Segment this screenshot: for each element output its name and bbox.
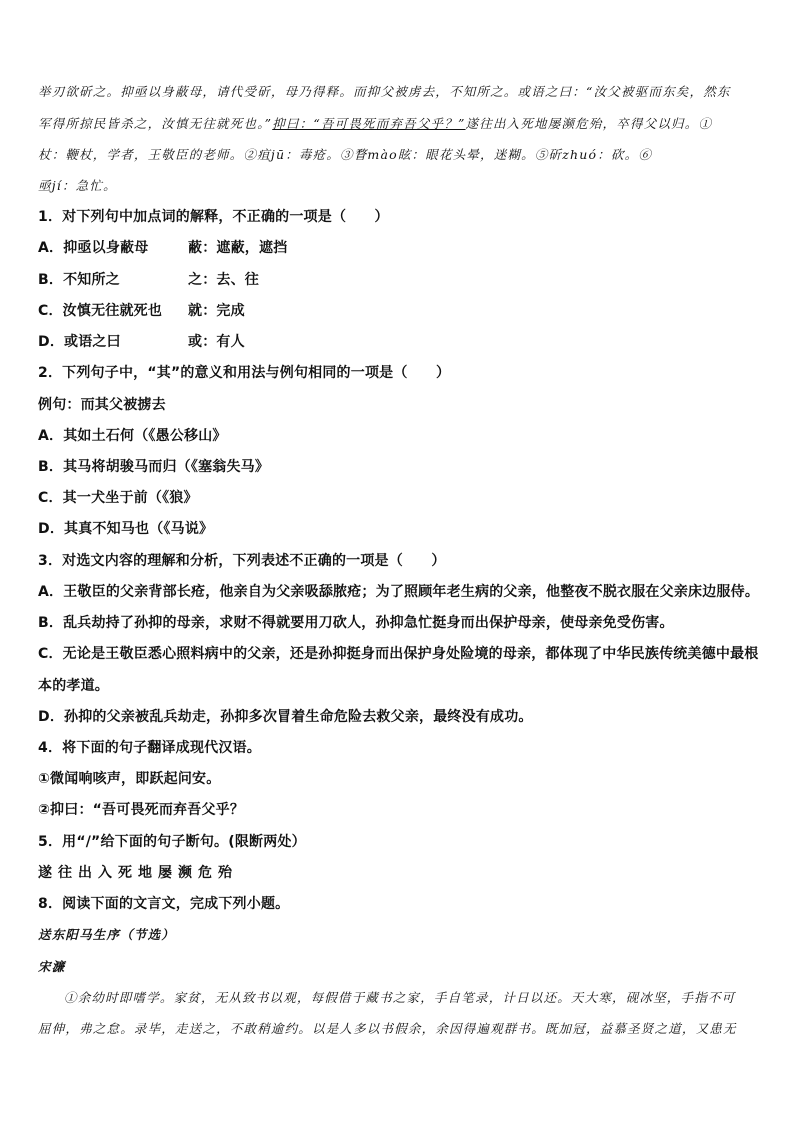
- q2-option-a: A．其如土石何（《愚公移山》: [38, 428, 227, 444]
- q1-option-c-meaning: 就：完成: [188, 303, 245, 319]
- q3-option-c-line1: C．无论是王敬臣悉心照料病中的父亲，还是孙抑挺身而出保护身处险境的母亲，都体现了中华民族传统美德中最根: [38, 646, 759, 662]
- question-5-stem: 5．用“/”给下面的句子断句。(限断两处）: [38, 834, 306, 850]
- passage-line-2-a: 军得所掠民皆杀之，汝慎无往就死也。”: [38, 116, 273, 131]
- question-1-stem: 1．对下列句中加点词的解释，不正确的一项是（ ）: [38, 209, 389, 225]
- passage-2-line-2: 屈伸，弗之怠。录毕，走送之，不敢稍逾约。以是人多以书假余，余因得遍观群书。既加冠，益慕圣贤之道，又患无: [38, 1021, 737, 1036]
- q2-option-d: D．其真不知马也（《马说》: [38, 521, 214, 537]
- q1-option-a-meaning: 蔽：遮蔽，遮挡: [188, 240, 288, 256]
- question-3-stem: 3．对选文内容的理解和分析，下列表述不正确的一项是（ ）: [38, 553, 446, 569]
- q3-option-d: D．孙抑的父亲被乱兵劫走，孙抑多次冒着生命危险去救父亲，最终没有成功。: [38, 709, 533, 725]
- passage-2-line-1: ①余幼时即嗜学。家贫，无从致书以观，每假借于藏书之家，手自笔录，计日以还。天大寒，砚冰坚，手指不可: [64, 990, 736, 1005]
- passage-title: 送东阳马生序（节选）: [38, 927, 176, 942]
- q3-option-a: A．王敬臣的父亲背部长疮，他亲自为父亲吸舔脓疮；为了照顾年老生病的父亲，他整夜不脱衣服在父亲床边服侍。: [38, 584, 760, 600]
- q3-option-b: B．乱兵劫持了孙抑的母亲，求财不得就要用刀砍人，孙抑急忙挺身而出保护母亲，使母亲免受伤害。: [38, 615, 674, 631]
- underlined-sentence: 抑曰：“吾可畏死而弃吾父乎？”: [272, 116, 466, 131]
- q4-sentence-2: ②抑曰：“吾可畏死而弃吾父乎？: [38, 802, 245, 818]
- question-2-stem: 2．下列句子中，“其”的意义和用法与例句相同的一项是（ ）: [38, 365, 451, 381]
- q1-option-c: [38, 302, 245, 320]
- annotation-line: 杖：鞭杖，学者，王敬臣的老师。②疽jū：毒疮。③瞀mào眩：眼花头晕，迷糊。⑤斫zhuó：砍。⑥: [38, 147, 653, 162]
- q5-sentence: 遂往出入死地屡濒危殆: [38, 865, 238, 881]
- q1-option-d-sentence: D．或语之曰: [38, 334, 121, 350]
- q1-option-b-meaning: 之：去、往: [188, 272, 259, 288]
- passage-line-2-c: 遂往出入死地屡濒危殆，卒得父以归。①: [465, 116, 713, 131]
- question-4-stem: 4．将下面的句子翻译成现代汉语。: [38, 740, 261, 756]
- passage-line-2: [38, 115, 712, 133]
- q4-sentence-1: ①微闻响咳声，即跃起问安。: [38, 771, 221, 787]
- q1-option-a-sentence: A．抑亟以身蔽母: [38, 240, 149, 256]
- passage-line-1: 举刃欲斫之。抑亟以身蔽母，请代受斫，母乃得释。而抑父被虏去，不知所之。或语之曰：“汝父被驱而东矣，然东: [38, 84, 731, 99]
- q3-option-c-line2: 本的孝道。: [38, 678, 109, 694]
- q1-option-a: [38, 239, 288, 257]
- annotation-line-2: 亟jí：急忙。: [38, 178, 117, 193]
- q1-option-c-sentence: C．汝慎无往就死也: [38, 303, 163, 319]
- question-8-stem: 8．阅读下面的文言文，完成下列小题。: [38, 896, 290, 912]
- q1-option-b-sentence: B．不知所之: [38, 272, 120, 288]
- q1-option-d: [38, 333, 245, 351]
- q2-option-c: C．其一犬坐于前（《狼》: [38, 490, 198, 506]
- q1-option-b: [38, 271, 259, 289]
- q2-option-b: B．其马将胡骏马而归（《塞翁失马》: [38, 459, 270, 475]
- passage-author: 宋濂: [38, 959, 66, 974]
- q1-option-d-meaning: 或：有人: [188, 334, 245, 350]
- q2-example: 例句：而其父被掳去: [38, 397, 166, 413]
